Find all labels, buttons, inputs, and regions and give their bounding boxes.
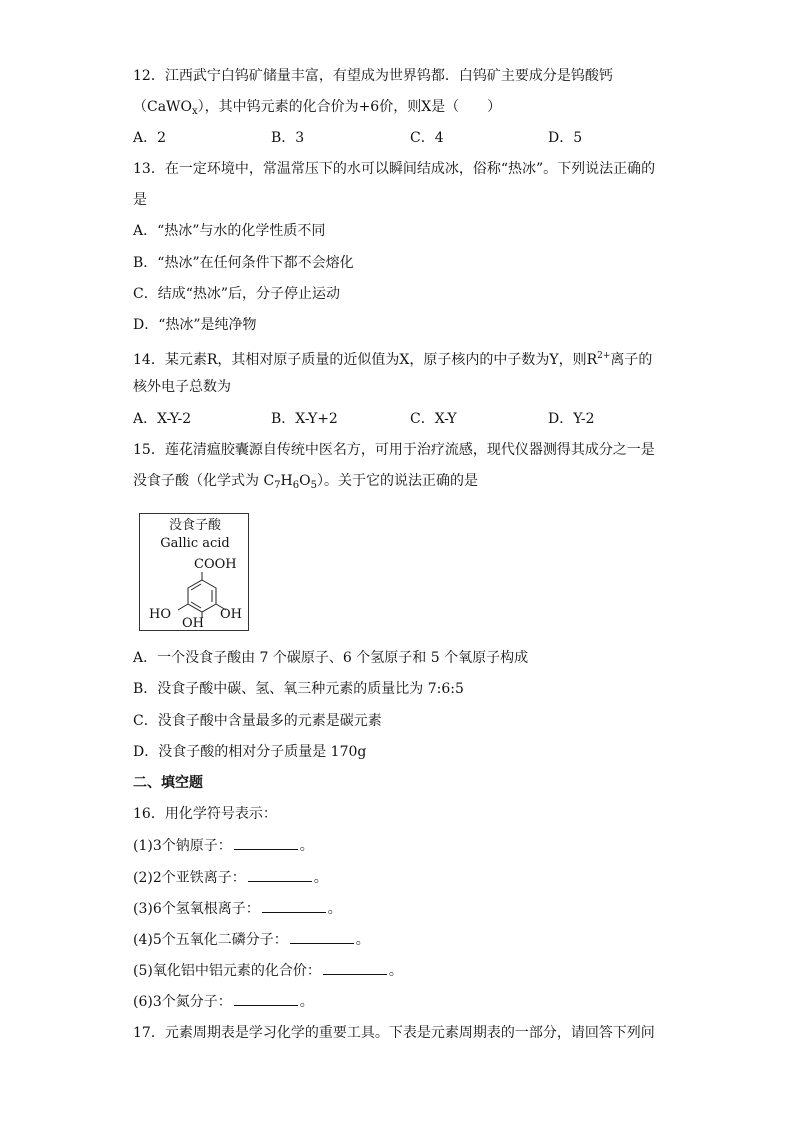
q15-stem-line2: 没食子酸（化学式为 $C_7H_6O_5$）。关于它的说法正确的是 bbox=[133, 473, 478, 491]
q12-option-d: D．5 bbox=[548, 130, 583, 146]
q13-option-c: C．结成“热冰”后，分子停止运动 bbox=[133, 286, 341, 302]
q12-option-a: A．2 bbox=[133, 130, 167, 146]
q12-stem-line1: 12．江西武宁白钨矿储量丰富，有望成为世界钨都．白钨矿主要成分是钨酸钙 bbox=[133, 68, 613, 84]
answer-blank[interactable] bbox=[262, 898, 326, 913]
q13-stem-line1: 13．在一定环境中，常温常压下的水可以瞬间结成冰，俗称“热冰”。下列说法正确的 bbox=[133, 161, 656, 177]
q15-option-a: A．一个没食子酸由 7 个碳原子、6 个氢原子和 5 个氧原子构成 bbox=[133, 650, 529, 666]
q12-stem-line2: （CaWO$_x$），其中钨元素的化合价为+6价，则X是（ ） bbox=[133, 99, 502, 117]
q13-option-d: D．“热冰”是纯净物 bbox=[133, 317, 257, 333]
q13-option-b: B．“热冰”在任何条件下都不会熔化 bbox=[133, 255, 354, 271]
answer-blank[interactable] bbox=[290, 929, 354, 944]
q16-item-4: (4)5个五氧化二磷分子： 。 bbox=[133, 929, 370, 950]
q13-stem-line2: 是 bbox=[133, 192, 147, 208]
oh-right-label: OH bbox=[220, 607, 242, 622]
q15-option-c: C．没食子酸中含量最多的元素是碳元素 bbox=[133, 713, 382, 729]
q16-item-6: (6)3个氮分子： 。 bbox=[133, 991, 314, 1012]
q17-stem-line1: 17．元素周期表是学习化学的重要工具。下表是元素周期表的一部分，请回答下列问 bbox=[133, 1025, 655, 1041]
answer-blank[interactable] bbox=[323, 960, 387, 975]
q14-option-c: C．X-Y bbox=[410, 411, 457, 427]
q12-option-c: C．4 bbox=[410, 130, 444, 146]
q15-option-b: B．没食子酸中碳、氢、氧三种元素的质量比为 7:6:5 bbox=[133, 681, 464, 697]
q16-item-3: (3)6个氢氧根离子： 。 bbox=[133, 898, 342, 919]
cooh-label: COOH bbox=[194, 557, 237, 572]
gallic-acid-structure-figure bbox=[139, 513, 249, 631]
q14-option-b: B．X-Y+2 bbox=[271, 411, 338, 427]
q14-stem-line2: 核外电子总数为 bbox=[133, 379, 231, 395]
q14-option-d: D．Y-2 bbox=[548, 411, 595, 427]
answer-blank[interactable] bbox=[234, 991, 298, 1006]
q16-item-1: (1)3个钠原子： 。 bbox=[133, 835, 314, 856]
q14-stem-line1: 14．某元素R，其相对原子质量的近似值为X，原子核内的中子数为Y，则$R^{2+}$离子的 bbox=[133, 351, 653, 368]
q12-option-b: B．3 bbox=[271, 130, 305, 146]
q16-item-5: (5)氧化铝中铝元素的化合价： 。 bbox=[133, 960, 403, 981]
q15-option-d: D．没食子酸的相对分子质量是 170g bbox=[133, 744, 367, 760]
figure-title-en: Gallic acid bbox=[160, 536, 230, 551]
answer-blank[interactable] bbox=[248, 867, 312, 882]
q14-option-a: A．X-Y-2 bbox=[133, 411, 192, 427]
figure-title-cn: 没食子酸 bbox=[168, 518, 221, 533]
answer-blank[interactable] bbox=[234, 835, 298, 850]
oh-mid-label: OH bbox=[182, 616, 204, 631]
q16-item-2: (2)2个亚铁离子： 。 bbox=[133, 867, 328, 888]
q16-stem: 16．用化学符号表示： bbox=[133, 806, 277, 822]
q15-stem-line1: 15．莲花清瘟胶囊源自传统中医名方，可用于治疗流感，现代仪器测得其成分之一是 bbox=[133, 442, 655, 458]
q13-option-a: A．“热冰”与水的化学性质不同 bbox=[133, 223, 326, 239]
ho-left-label: HO bbox=[149, 607, 171, 622]
section-heading: 二、填空题 bbox=[133, 775, 203, 791]
